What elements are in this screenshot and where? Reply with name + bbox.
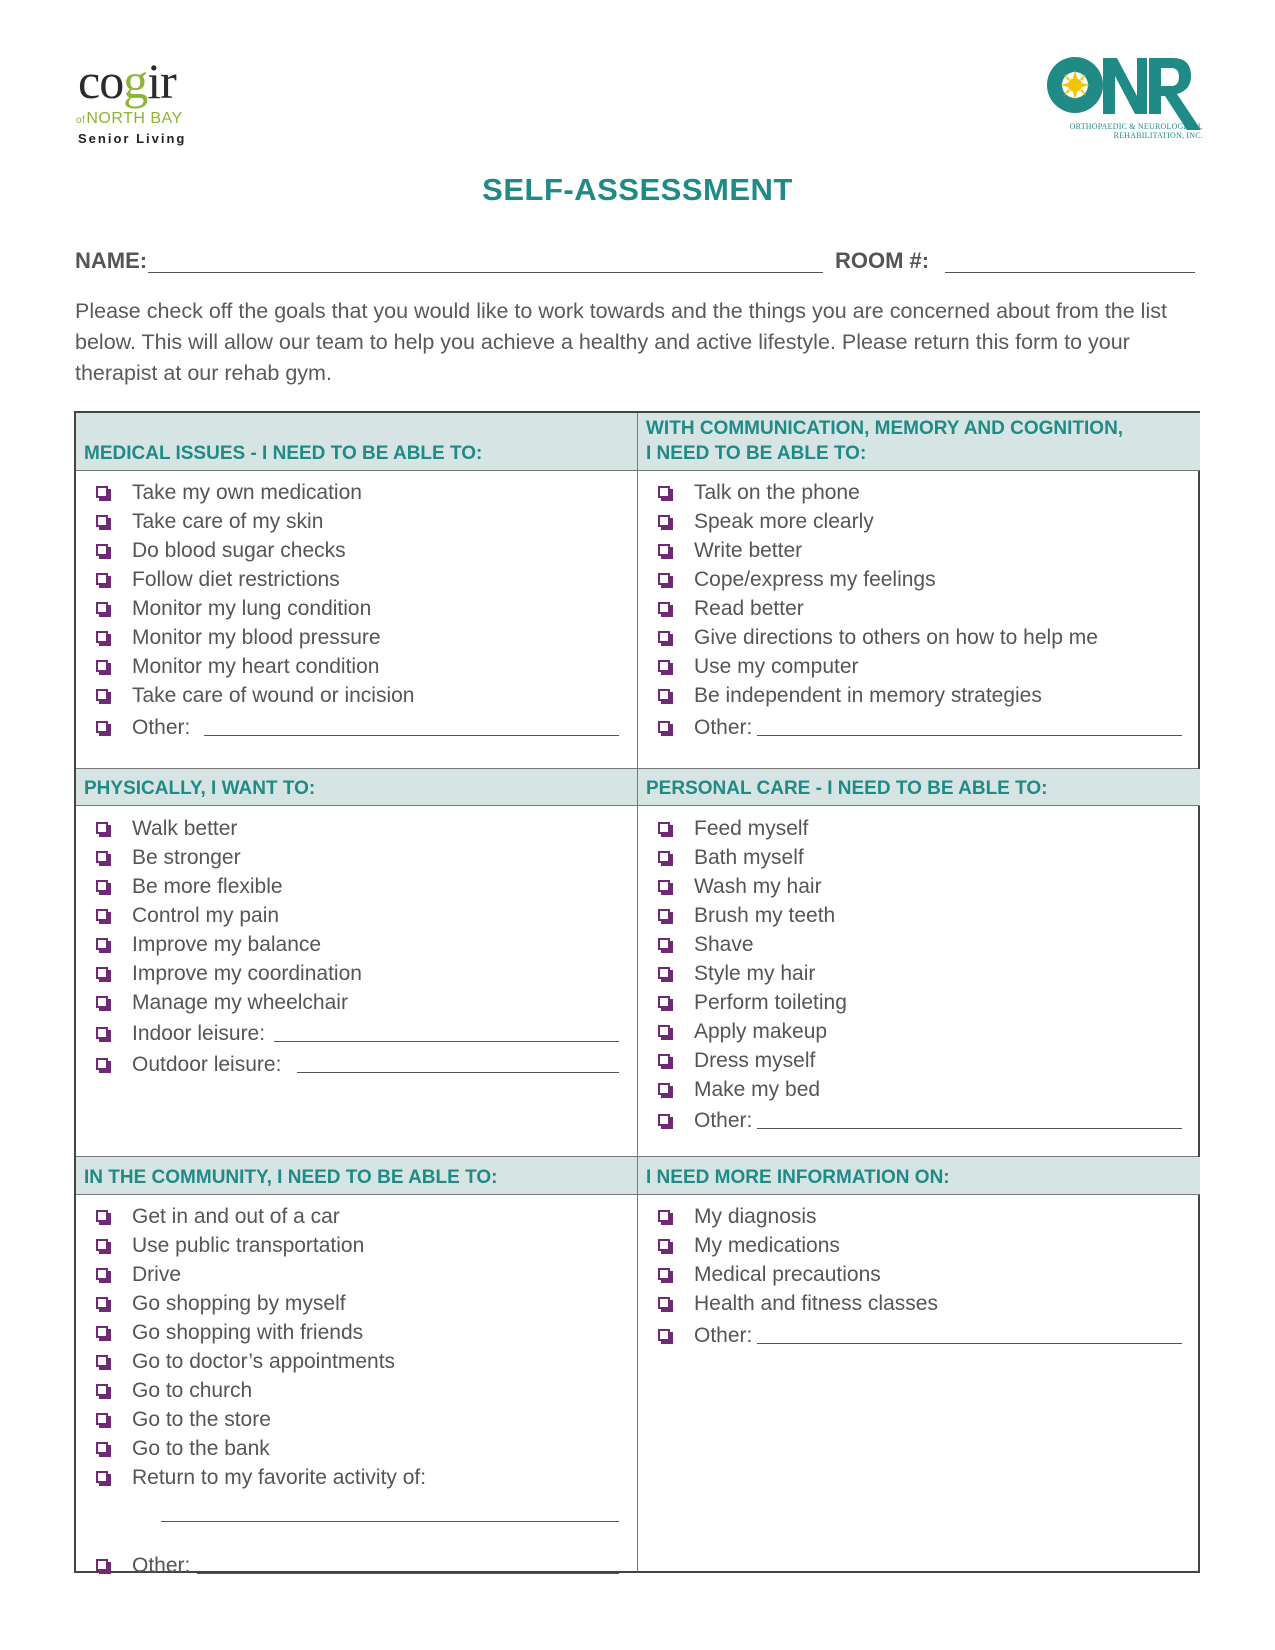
- physical-item: [76, 904, 637, 933]
- physical-item-label: Outdoor leisure:: [132, 1053, 282, 1076]
- checkbox-icon[interactable]: [658, 689, 670, 701]
- personal-item: [638, 1020, 1200, 1049]
- community-item-label: Go to the store: [132, 1408, 271, 1431]
- community-item: [76, 1379, 637, 1408]
- checkbox-icon[interactable]: [96, 486, 108, 498]
- personal-item-label: Dress myself: [694, 1049, 816, 1072]
- personal-item-label: Feed myself: [694, 817, 809, 840]
- information-item: [638, 1234, 1200, 1263]
- medical-item-label: Monitor my blood pressure: [132, 626, 381, 649]
- physical-item: [76, 846, 637, 875]
- physical-header: PHYSICALLY, I WANT TO:: [76, 769, 637, 806]
- medical-item: [76, 539, 637, 568]
- physical-item-label: Walk better: [132, 817, 238, 840]
- checkbox-icon[interactable]: [96, 909, 108, 921]
- checkbox-icon[interactable]: [96, 573, 108, 585]
- personal-list: [638, 817, 1200, 1138]
- physical-item: [76, 933, 637, 962]
- communication-item-label: Speak more clearly: [694, 510, 874, 533]
- physical-item: [76, 991, 637, 1020]
- checkbox-icon[interactable]: [96, 1471, 108, 1483]
- checkbox-icon[interactable]: [96, 602, 108, 614]
- checkbox-icon[interactable]: [96, 689, 108, 701]
- checkbox-icon[interactable]: [658, 602, 670, 614]
- checkbox-icon[interactable]: [658, 967, 670, 979]
- medical-list: [76, 481, 637, 745]
- cogir-location: ofNORTH BAY: [76, 110, 183, 127]
- communication-item-label: Talk on the phone: [694, 481, 860, 504]
- checkbox-icon[interactable]: [96, 880, 108, 892]
- checkbox-icon[interactable]: [658, 515, 670, 527]
- community-item-label: Go shopping with friends: [132, 1321, 364, 1344]
- name-field[interactable]: [148, 272, 823, 273]
- checkbox-icon[interactable]: [658, 1239, 670, 1251]
- checkbox-icon[interactable]: [658, 660, 670, 672]
- medical-item-label: Other:: [132, 716, 191, 739]
- community-item: [76, 1437, 637, 1466]
- checkbox-icon[interactable]: [658, 822, 670, 834]
- medical-header: MEDICAL ISSUES - I NEED TO BE ABLE TO:: [76, 413, 637, 471]
- physical-item-label: Improve my coordination: [132, 962, 362, 985]
- page-title: SELF-ASSESSMENT: [482, 172, 793, 207]
- community-item: [76, 1263, 637, 1292]
- medical-item: [76, 597, 637, 626]
- personal-item: [638, 1109, 1200, 1138]
- community-item-label: Other:: [132, 1554, 191, 1577]
- personal-item: [638, 904, 1200, 933]
- personal-item-label: Shave: [694, 933, 754, 956]
- information-item: [638, 1324, 1200, 1353]
- community-item: [76, 1350, 637, 1379]
- checkbox-icon[interactable]: [96, 721, 108, 733]
- checkbox-icon[interactable]: [96, 1027, 108, 1039]
- community-item-label: Drive: [132, 1263, 182, 1286]
- medical-item: [76, 684, 637, 713]
- communication-header: WITH COMMUNICATION, MEMORY AND COGNITION, I NEED TO BE ABLE TO:: [638, 413, 1200, 471]
- write-in-line[interactable]: [757, 1343, 1182, 1344]
- checkbox-icon[interactable]: [96, 1384, 108, 1396]
- medical-item-label: Take care of wound or incision: [132, 684, 415, 707]
- communication-item: [638, 716, 1200, 745]
- name-label: NAME:: [75, 248, 148, 273]
- personal-item-label: Make my bed: [694, 1078, 821, 1101]
- personal-item: [638, 991, 1200, 1020]
- medical-item: [76, 481, 637, 510]
- checkbox-icon[interactable]: [658, 486, 670, 498]
- personal-header: PERSONAL CARE - I NEED TO BE ABLE TO:: [638, 769, 1200, 806]
- write-in-line[interactable]: [161, 1521, 619, 1522]
- checkbox-icon[interactable]: [96, 1355, 108, 1367]
- write-in-row: [76, 1495, 637, 1524]
- checkbox-icon[interactable]: [658, 909, 670, 921]
- checkbox-icon[interactable]: [96, 1442, 108, 1454]
- checkbox-icon[interactable]: [658, 851, 670, 863]
- communication-item-label: Give directions to others on how to help me: [694, 626, 1098, 649]
- personal-item: [638, 817, 1200, 846]
- personal-item-label: Apply makeup: [694, 1020, 828, 1043]
- communication-list: [638, 481, 1200, 745]
- physical-item-label: Manage my wheelchair: [132, 991, 348, 1014]
- communication-item-label: Use my computer: [694, 655, 859, 678]
- write-in-line[interactable]: [197, 1573, 619, 1574]
- medical-item: [76, 716, 637, 745]
- community-item: [76, 1205, 637, 1234]
- physical-item: [76, 1053, 637, 1082]
- information-item-label: Health and fitness classes: [694, 1292, 938, 1315]
- checkbox-icon[interactable]: [658, 880, 670, 892]
- checkbox-icon[interactable]: [658, 631, 670, 643]
- personal-item: [638, 875, 1200, 904]
- instructions: Please check off the goals that you would like to work towards and the things you are concerned about from the list below. This will allow our team to help you achieve a healthy and active lifestyle. Please return this form to your therapist at our rehab gym.: [75, 299, 1167, 385]
- communication-item-label: Write better: [694, 539, 803, 562]
- community-item: [76, 1321, 637, 1350]
- information-item: [638, 1292, 1200, 1321]
- physical-item: [76, 817, 637, 846]
- physical-item-label: Be stronger: [132, 846, 241, 869]
- physical-item-label: Control my pain: [132, 904, 280, 927]
- personal-item: [638, 846, 1200, 875]
- community-header: IN THE COMMUNITY, I NEED TO BE ABLE TO:: [76, 1157, 637, 1195]
- information-item: [638, 1263, 1200, 1292]
- physical-item: [76, 962, 637, 991]
- communication-item: [638, 684, 1200, 713]
- personal-item-label: Wash my hair: [694, 875, 822, 898]
- write-in-line[interactable]: [274, 1041, 619, 1042]
- checkbox-icon[interactable]: [658, 1329, 670, 1341]
- communication-item: [638, 655, 1200, 684]
- physical-item-label: Indoor leisure:: [132, 1022, 266, 1045]
- onr-logo-icon: [1045, 52, 1205, 132]
- checkbox-icon[interactable]: [96, 996, 108, 1008]
- cogir-tagline: Senior Living: [78, 131, 187, 146]
- checkbox-icon[interactable]: [658, 1268, 670, 1280]
- checkbox-icon[interactable]: [96, 660, 108, 672]
- community-item: [76, 1408, 637, 1437]
- medical-item: [76, 568, 637, 597]
- physical-list: [76, 817, 637, 1082]
- checkbox-icon[interactable]: [658, 721, 670, 733]
- personal-item-label: Brush my teeth: [694, 904, 836, 927]
- community-item-label: Go shopping by myself: [132, 1292, 346, 1315]
- personal-item: [638, 1078, 1200, 1107]
- physical-item-label: Be more flexible: [132, 875, 283, 898]
- community-item-label: Go to church: [132, 1379, 253, 1402]
- checkbox-icon[interactable]: [96, 1058, 108, 1070]
- checkbox-icon[interactable]: [96, 938, 108, 950]
- community-list: [76, 1205, 637, 1583]
- checkbox-icon[interactable]: [96, 1268, 108, 1280]
- checkbox-icon[interactable]: [96, 1326, 108, 1338]
- cogir-logo: [72, 53, 212, 146]
- checkbox-icon[interactable]: [658, 1114, 670, 1126]
- checkbox-icon[interactable]: [658, 1054, 670, 1066]
- onr-logo: [1045, 52, 1205, 142]
- checkbox-icon[interactable]: [96, 967, 108, 979]
- room-field[interactable]: [945, 272, 1195, 273]
- checkbox-icon[interactable]: [96, 1239, 108, 1251]
- personal-item-label: Perform toileting: [694, 991, 847, 1014]
- checkbox-icon[interactable]: [96, 1413, 108, 1425]
- write-in-line[interactable]: [297, 1072, 619, 1073]
- information-header: I NEED MORE INFORMATION ON:: [638, 1157, 1200, 1195]
- physical-item: [76, 1022, 637, 1051]
- onr-subtitle: ORTHOPAEDIC & NEUROLOGICAL REHABILITATION, INC.: [1069, 122, 1203, 140]
- checkbox-icon[interactable]: [658, 1210, 670, 1222]
- communication-item: [638, 568, 1200, 597]
- communication-item: [638, 481, 1200, 510]
- medical-item: [76, 510, 637, 539]
- community-item: [76, 1234, 637, 1263]
- medical-item-label: Monitor my heart condition: [132, 655, 380, 678]
- medical-item-label: Monitor my lung condition: [132, 597, 372, 620]
- medical-item: [76, 626, 637, 655]
- personal-item-label: Bath myself: [694, 846, 804, 869]
- community-item: [76, 1466, 637, 1495]
- checkbox-icon[interactable]: [96, 851, 108, 863]
- checkbox-icon[interactable]: [658, 1083, 670, 1095]
- physical-item: [76, 875, 637, 904]
- checkbox-icon[interactable]: [96, 515, 108, 527]
- information-item: [638, 1205, 1200, 1234]
- personal-item-label: Style my hair: [694, 962, 816, 985]
- community-item-label: Get in and out of a car: [132, 1205, 340, 1228]
- medical-item: [76, 655, 637, 684]
- write-in-line[interactable]: [757, 735, 1182, 736]
- community-item-label: Go to the bank: [132, 1437, 270, 1460]
- community-item: [76, 1554, 637, 1583]
- community-item-label: Return to my favorite activity of:: [132, 1466, 427, 1489]
- assessment-grid: [74, 411, 1200, 1577]
- communication-item: [638, 626, 1200, 655]
- personal-item: [638, 1049, 1200, 1078]
- communication-item-label: Be independent in memory strategies: [694, 684, 1042, 707]
- checkbox-icon[interactable]: [658, 938, 670, 950]
- information-list: [638, 1205, 1200, 1353]
- write-in-line[interactable]: [204, 735, 619, 736]
- communication-item: [638, 510, 1200, 539]
- room-label: ROOM #:: [835, 248, 930, 273]
- communication-item-label: Cope/express my feelings: [694, 568, 936, 591]
- checkbox-icon[interactable]: [96, 1210, 108, 1222]
- communication-item-label: Read better: [694, 597, 804, 620]
- checkbox-icon[interactable]: [658, 544, 670, 556]
- checkbox-icon[interactable]: [658, 573, 670, 585]
- physical-item-label: Improve my balance: [132, 933, 322, 956]
- checkbox-icon[interactable]: [96, 544, 108, 556]
- checkbox-icon[interactable]: [658, 996, 670, 1008]
- checkbox-icon[interactable]: [96, 822, 108, 834]
- personal-item: [638, 933, 1200, 962]
- checkbox-icon[interactable]: [96, 631, 108, 643]
- write-in-line[interactable]: [757, 1128, 1182, 1129]
- community-item: [76, 1292, 637, 1321]
- checkbox-icon[interactable]: [96, 1297, 108, 1309]
- community-item-label: Go to doctor’s appointments: [132, 1350, 396, 1373]
- checkbox-icon[interactable]: [658, 1025, 670, 1037]
- medical-item-label: Take my own medication: [132, 481, 362, 504]
- medical-item-label: Do blood sugar checks: [132, 539, 346, 562]
- information-item-label: My medications: [694, 1234, 840, 1257]
- information-item-label: Other:: [694, 1324, 753, 1347]
- communication-item-label: Other:: [694, 716, 753, 739]
- communication-item: [638, 597, 1200, 626]
- cogir-wordmark: cogir: [78, 53, 176, 109]
- checkbox-icon[interactable]: [96, 1559, 108, 1571]
- personal-item: [638, 962, 1200, 991]
- information-item-label: Medical precautions: [694, 1263, 881, 1286]
- community-item-label: Use public transportation: [132, 1234, 365, 1257]
- information-item-label: My diagnosis: [694, 1205, 817, 1228]
- personal-item-label: Other:: [694, 1109, 753, 1132]
- medical-item-label: Take care of my skin: [132, 510, 324, 533]
- communication-item: [638, 539, 1200, 568]
- checkbox-icon[interactable]: [658, 1297, 670, 1309]
- medical-item-label: Follow diet restrictions: [132, 568, 340, 591]
